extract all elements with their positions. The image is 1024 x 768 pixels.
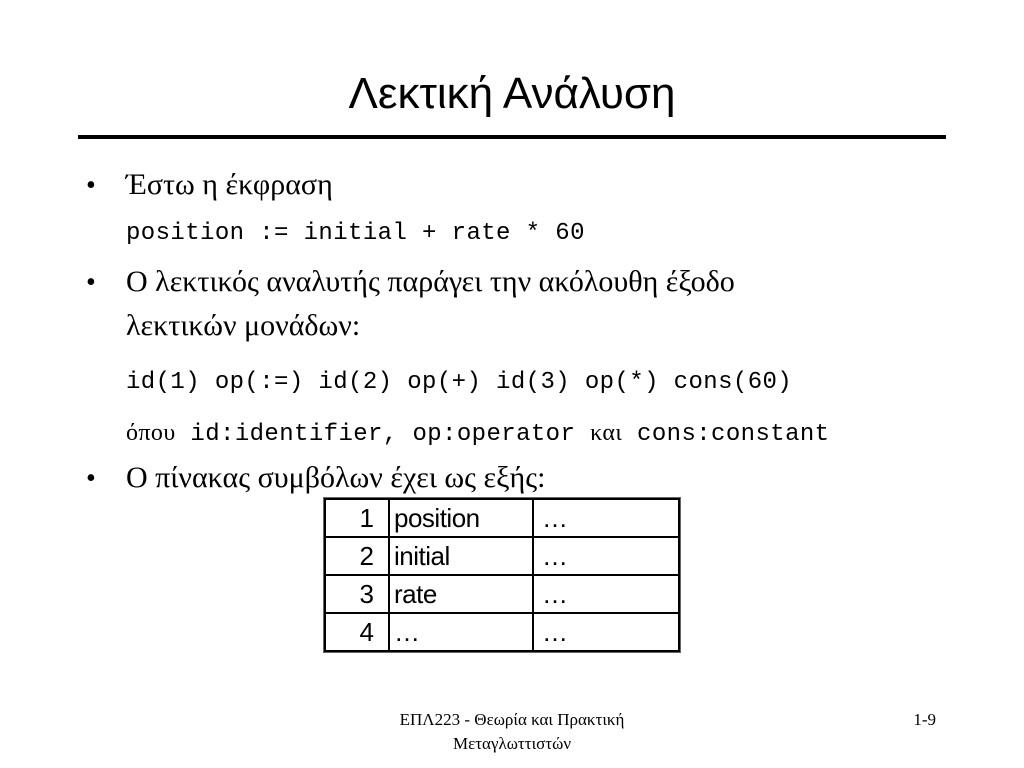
- row-index: 3: [325, 575, 389, 613]
- row-name: rate: [389, 575, 533, 613]
- row-index: 1: [325, 499, 389, 537]
- expression-code: position := initial + rate * 60: [126, 220, 585, 247]
- bullet-2-line-1: Ο λεκτικός αναλυτής παράγει την ακόλουθη έξοδο: [126, 265, 735, 298]
- row-info: …: [533, 499, 679, 537]
- definition-id-op: id:identifier, op:operator: [190, 421, 576, 448]
- footer-line-1: ΕΠΛ223 - Θεωρία και Πρακτική: [399, 710, 625, 729]
- token-stream: id(1) op(:=) id(2) op(+) id(3) op(*) cons(60): [126, 369, 793, 396]
- token-definitions: [126, 418, 829, 450]
- page-number: 1-9: [913, 710, 936, 729]
- bullet-3-dot: •: [86, 463, 96, 494]
- where-word: όπου: [126, 420, 176, 446]
- definition-cons: cons:constant: [637, 421, 830, 448]
- table-row: [325, 537, 679, 575]
- row-info: …: [533, 537, 679, 575]
- and-word: και: [590, 420, 623, 446]
- row-index: 4: [325, 613, 389, 651]
- symbol-table: [324, 498, 680, 652]
- bullet-2-line-2: λεκτικών μονάδων:: [126, 309, 361, 342]
- bullet-3-text: Ο πίνακας συμβόλων έχει ως εξής:: [126, 461, 546, 494]
- bullet-2-dot: •: [86, 267, 96, 298]
- bullet-1-dot: •: [86, 170, 96, 201]
- table-row: [325, 499, 679, 537]
- row-name: initial: [389, 537, 533, 575]
- title-divider: [78, 135, 946, 139]
- table-row: [325, 613, 679, 651]
- footer-line-2: Μεταγλωττιστών: [452, 734, 572, 753]
- row-index: 2: [325, 537, 389, 575]
- row-name: position: [389, 499, 533, 537]
- row-info: …: [533, 575, 679, 613]
- bullet-1-text: Έστω η έκφραση: [126, 168, 333, 201]
- row-info: …: [533, 613, 679, 651]
- row-name: …: [389, 613, 533, 651]
- footer-course: [300, 708, 724, 756]
- slide-title: Λεκτική Ανάλυση: [348, 69, 676, 118]
- table-row: [325, 575, 679, 613]
